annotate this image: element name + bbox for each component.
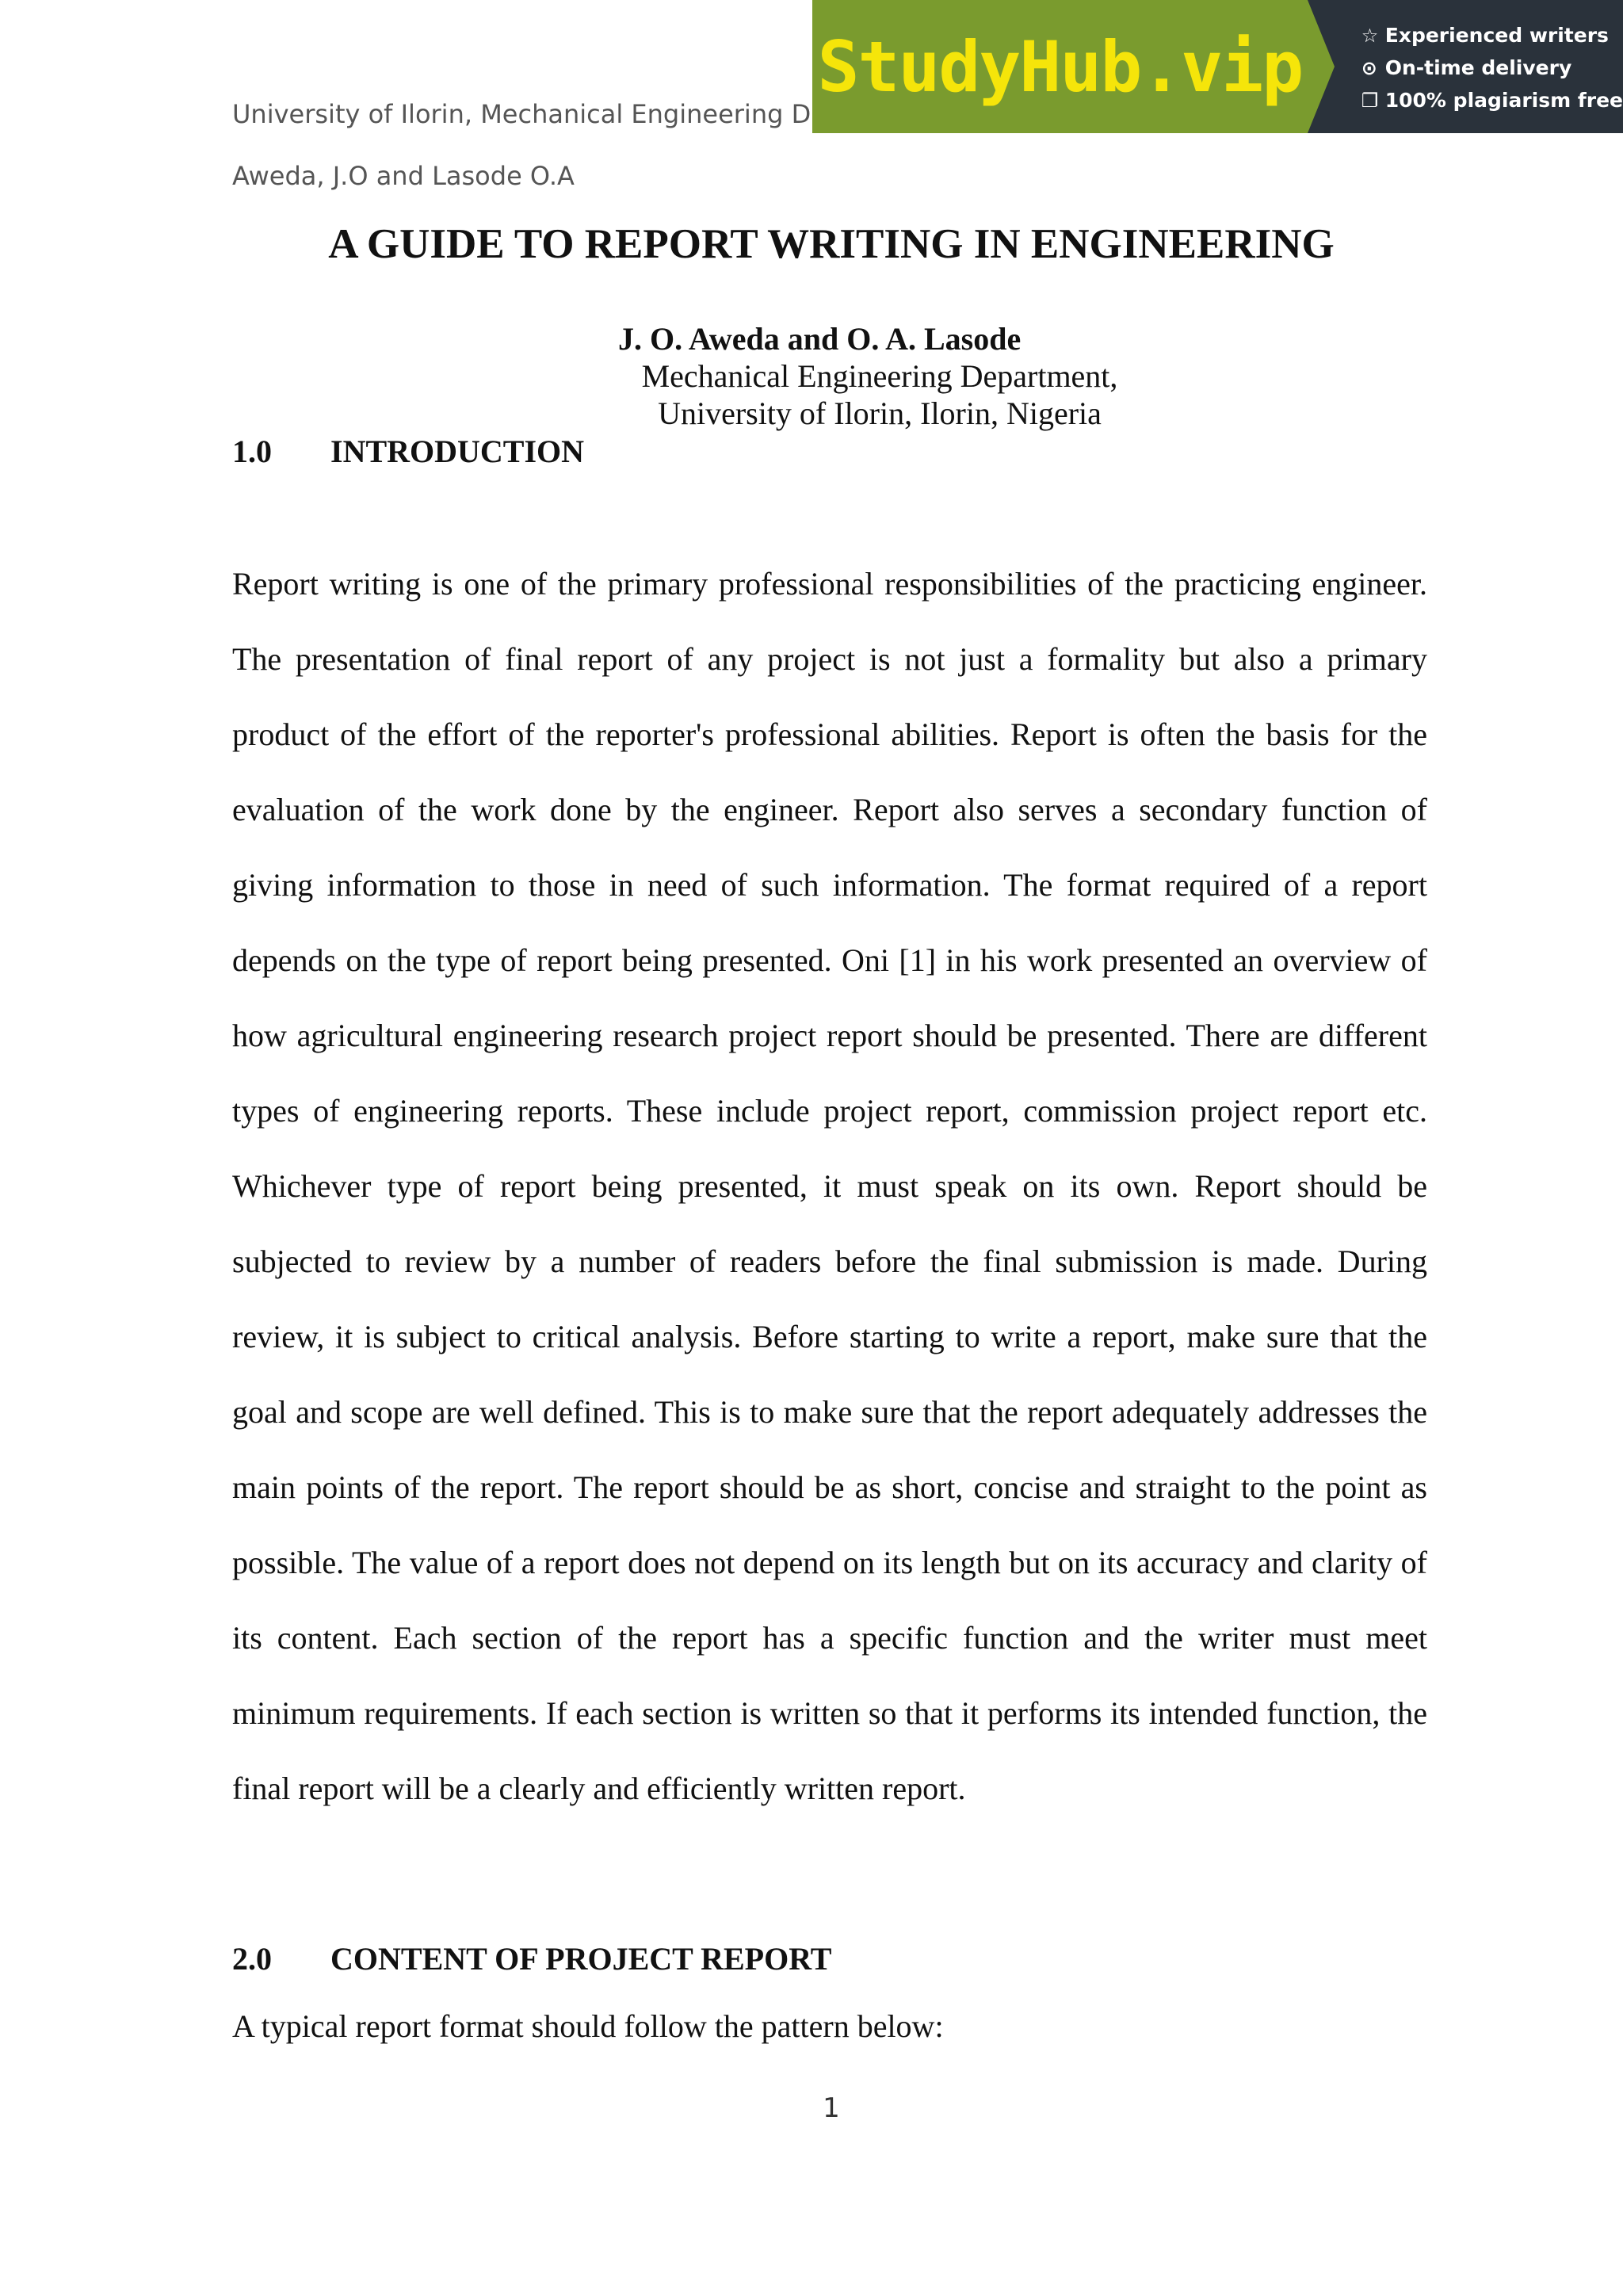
brand-panel[interactable] bbox=[812, 0, 1308, 133]
copy-icon: ❐ bbox=[1361, 89, 1379, 112]
studyhub-banner[interactable] bbox=[812, 0, 1623, 133]
document-authors: J. O. Aweda and O. A. Lasode bbox=[618, 321, 1022, 357]
feature-label: Experienced writers bbox=[1384, 24, 1609, 47]
section-title: CONTENT OF PROJECT REPORT bbox=[330, 1941, 832, 1977]
introduction-paragraph: Report writing is one of the primary professional responsibilities of the practicing engineer. The presentation of final report of any project is not just a formality but also a primary product of the effort of the reporter's professional abilities. Report is often the basis for the evaluation of the work done by the engineer. Report also serves a secondary function of giving information to those in need of such information. The format required of a report depends on the type of report being presented. Oni [1] in his work presented an overview of how agricultural engineering research project report should be presented. There are different types of engineering reports. These include project report, commission project report etc. Whichever type of report being presented, it must speak on its own. Report should be subjected to review by a number of readers before the final submission is made. During review, it is subject to critical analysis. Before starting to write a report, make sure that the goal and scope are well defined. This is to make sure that the report adequately addresses the main points of the report. The report should be as short, concise and straight to the point as possible. The value of a report does not depend on its length but on its accuracy and clarity of its content. Each section of the report has a specific function and the writer must meet minimum requirements. If each section is written so that it performs its intended function, the final report will be a clearly and efficiently written report. bbox=[232, 566, 1427, 1806]
running-header-authors: Aweda, J.O and Lasode O.A bbox=[232, 161, 575, 191]
document-title: A GUIDE TO REPORT WRITING IN ENGINEERING bbox=[328, 221, 1335, 267]
star-icon: ☆ bbox=[1361, 24, 1379, 47]
brand-logo[interactable]: StudyHub.vip bbox=[817, 25, 1303, 108]
clock-icon: ⊙ bbox=[1361, 56, 1377, 79]
running-header-institution: University of Ilorin, Mechanical Engineering D bbox=[232, 99, 812, 129]
section-title: INTRODUCTION bbox=[330, 434, 585, 469]
feature-label: On-time delivery bbox=[1384, 56, 1572, 79]
affiliation-department: Mechanical Engineering Department, bbox=[641, 358, 1118, 394]
features-panel bbox=[1308, 0, 1623, 133]
feature-item bbox=[1361, 84, 1623, 117]
feature-item bbox=[1361, 19, 1623, 52]
section-number: 1.0 bbox=[232, 434, 272, 469]
section-number: 2.0 bbox=[232, 1941, 272, 1977]
feature-label: 100% plagiarism free bbox=[1384, 89, 1623, 112]
affiliation-university: University of Ilorin, Ilorin, Nigeria bbox=[658, 395, 1102, 431]
feature-item bbox=[1361, 52, 1623, 84]
content-intro-text: A typical report format should follow the pattern below: bbox=[232, 2008, 944, 2044]
section-heading-introduction bbox=[232, 433, 584, 470]
section-heading-content bbox=[232, 1940, 831, 1977]
page-number: 1 bbox=[823, 2092, 840, 2124]
